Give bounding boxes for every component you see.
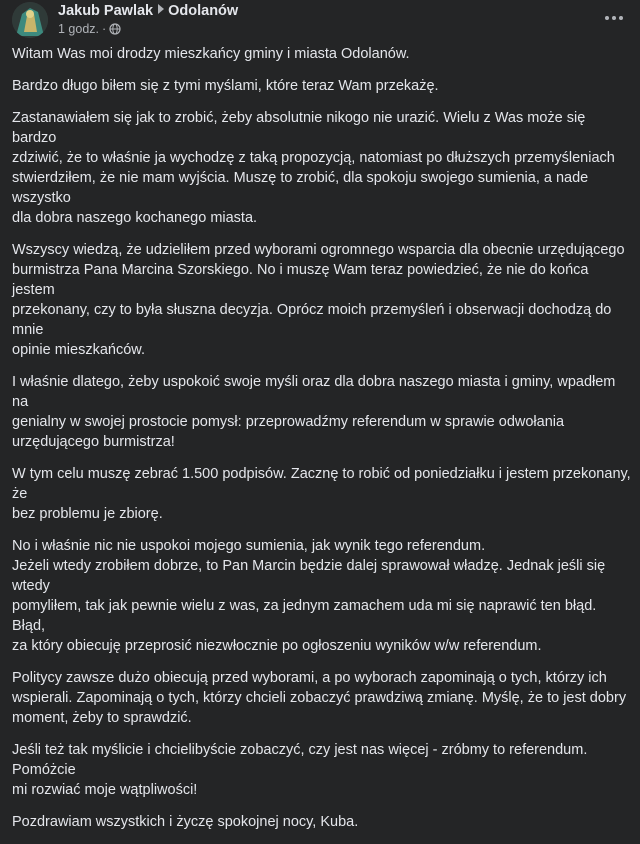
post-paragraph: Bardzo długo biłem się z tymi myślami, które teraz Wam przekażę.	[12, 78, 439, 94]
caret-right-icon	[158, 4, 164, 14]
post-meta	[58, 22, 121, 36]
post-header	[0, 0, 640, 44]
author-name[interactable]: Jakub Pawlak	[58, 3, 154, 19]
avatar-image-icon	[12, 2, 48, 38]
more-options-icon	[602, 8, 626, 28]
post-paragraph: Politycy zawsze dużo obiecują przed wyborami, a po wyborach zapominają o tych, którzy ich wspierali. Zapominają o tych, którzy chcieli zobaczyć prawdziwą zmianę. Myślę, że to jest dobry moment, żeby to sprawdzić.	[12, 670, 627, 726]
post-paragraph: Zastanawiałem się jak to zrobić, żeby absolutnie nikogo nie urazić. Wielu z Was może się bardzo zdziwić, że to właśnie ja wychodzę z taką propozycją, natomiast po dłuższych przemyśleniach stwierdziłem, że nie mam wyjścia. Muszę to zrobić, dla spokoju swojego sumienia, a nade wszystko dla dobra naszego kochanego miasta.	[12, 110, 615, 226]
post-time[interactable]: 1 godz.	[58, 22, 100, 36]
globe-icon	[109, 23, 121, 35]
author-line	[58, 3, 238, 19]
post-paragraph: Witam Was moi drodzy mieszkańcy gminy i miasta Odolanów.	[12, 46, 410, 62]
post-paragraph: I właśnie dlatego, żeby uspokoić swoje myśli oraz dla dobra naszego miasta i gminy, wpadłem na genialny w swojej prostocie pomysł: przeprowadźmy referendum w sprawie odwołania urzędującego burmistrza!	[12, 374, 616, 450]
post-body	[12, 44, 632, 844]
meta-separator: ·	[102, 22, 107, 36]
post-paragraph: W tym celu muszę zebrać 1.500 podpisów. Zacznę to robić od poniedziałku i jestem przekonany, że bez problemu je zbiorę.	[12, 466, 631, 522]
group-name[interactable]: Odolanów	[168, 3, 239, 19]
more-options-button[interactable]	[602, 8, 626, 28]
post-paragraph: No i właśnie nic nie uspokoi mojego sumienia, jak wynik tego referendum. Jeżeli wtedy zrobiłem dobrze, to Pan Marcin będzie dalej sprawował władzę. Jednak jeśli się wtedy pomyliłem, tak jak pewnie wielu z was, za jednym zamachem uda mi się naprawić ten błąd. Błąd, za który obiecuję przeprosić niezwłocznie po ogłoszeniu wyników w/w referendum.	[12, 538, 606, 654]
post-paragraph: Pozdrawiam wszystkich i życzę spokojnej nocy, Kuba.	[12, 814, 359, 830]
post-paragraph: Wszyscy wiedzą, że udzieliłem przed wyborami ogromnego wsparcia dla obecnie urzędującego burmistrza Pana Marcina Szorskiego. No i muszę Wam teraz powiedzieć, że nie do końca jestem przekonany, czy to była słuszna decyzja. Oprócz moich przemyśleń i obserwacji dochodzą do mnie opinie mieszkańców.	[12, 242, 625, 358]
avatar[interactable]	[12, 2, 48, 38]
post-paragraph: Jeśli też tak myślicie i chcielibyście zobaczyć, czy jest nas więcej - zróbmy to referendum. Pomóżcie mi rozwiać moje wątpliwości!	[12, 742, 588, 798]
